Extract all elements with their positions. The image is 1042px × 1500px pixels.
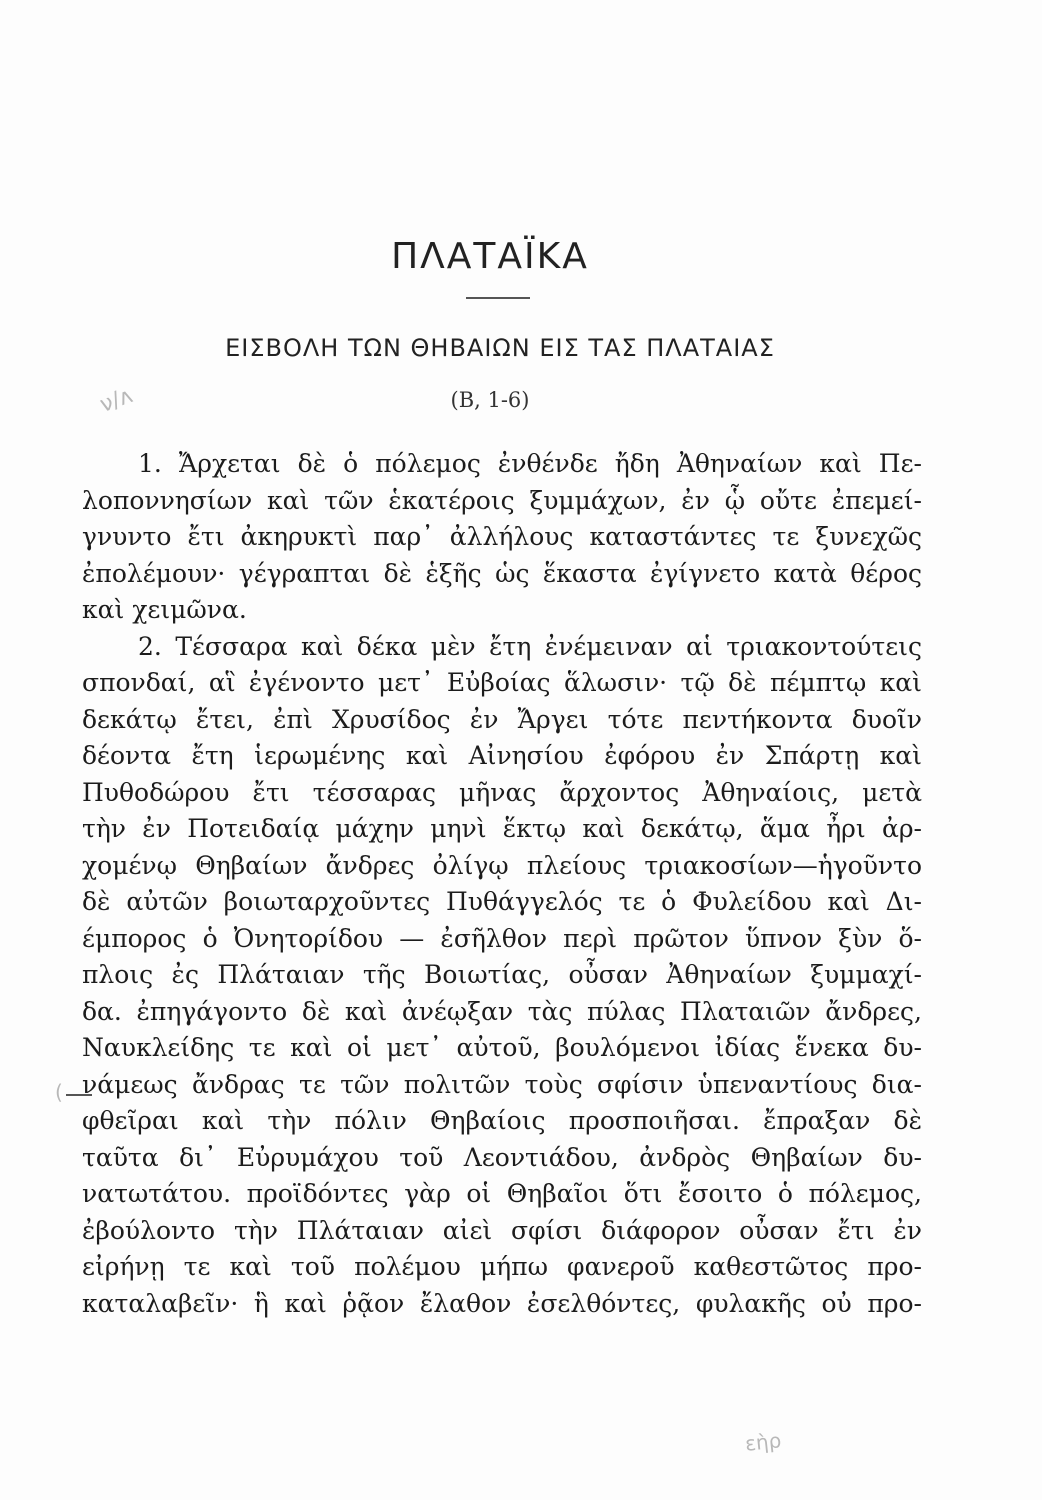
chapter-reference: (Β, 1-6) xyxy=(450,388,530,412)
pencil-annotation-bottom: εὴρ xyxy=(743,1428,783,1456)
title-divider xyxy=(466,297,530,299)
section-heading: ΕΙΣΒΟΛΗ ΤΩΝ ΘΗΒΑΙΩΝ ΕΙΣ ΤΑΣ ΠΛΑΤΑΙΑΣ xyxy=(225,334,775,362)
pencil-annotation-left: ( xyxy=(55,1080,63,1104)
text-line: σπονδαί, αἳ ἐγένοντο μετ᾽ Εὐβοίας ἅλωσιν· τῷ δὲ πέμπτῳ καὶ xyxy=(82,668,922,697)
body-text xyxy=(82,446,922,1322)
text-line: πλοις ἐς Πλάταιαν τῆς Βοιωτίας, οὖσαν Ἀθηναίων ξυμμαχί- xyxy=(82,960,922,989)
text-line: καταλαβεῖν· ἣ καὶ ῥᾷον ἔλαθον ἐσελθόντες, φυλακῆς οὐ προ- xyxy=(82,1288,922,1318)
page-title: ΠΛΑΤΑΪΚΑ xyxy=(391,236,589,277)
text-line: ἐπολέμουν· γέγραπται δὲ ἑξῆς ὡς ἕκαστα ἐγίγνετο κατὰ θέρος xyxy=(82,558,922,588)
text-line: γνυντο ἔτι ἀκηρυκτὶ παρ᾽ ἀλλήλους καταστάντες τε ξυνεχῶς xyxy=(82,522,922,551)
text-line: 1. Ἄρχεται δὲ ὁ πόλεμος ἐνθένδε ἤδη Ἀθηναίων καὶ Πε- xyxy=(138,449,922,478)
text-line: δὲ αὐτῶν βοιωταρχοῦντες Πυθάγγελός τε ὁ Φυλείδου καὶ Δι- xyxy=(82,887,922,916)
text-line: 2. Τέσσαρα καὶ δέκα μὲν ἔτη ἐνέμειναν αἱ τριακοντούτεις xyxy=(138,631,922,661)
text-line: ἐβούλοντο τὴν Πλάταιαν αἰεὶ σφίσι διάφορον οὖσαν ἔτι ἐν xyxy=(82,1215,922,1245)
text-line: Πυθοδώρου ἔτι τέσσαρας μῆνας ἄρχοντος Ἀθηναίοις, μετὰ xyxy=(82,777,922,807)
text-line: φθεῖραι καὶ τὴν πόλιν Θηβαίοις προσποιῆσαι. ἔπραξαν δὲ xyxy=(82,1106,922,1135)
pencil-annotation-top: ν/ʌ xyxy=(96,383,137,418)
text-line: έμπορος ὁ Ὀνητορίδου — ἐσῆλθον περὶ πρῶτον ὕπνον ξὺν ὅ- xyxy=(82,923,922,953)
text-line: τὴν ἐν Ποτειδαίᾳ μάχην μηνὶ ἕκτῳ καὶ δεκάτῳ, ἅμα ἦρι ἀρ- xyxy=(82,814,922,843)
text-line: χομένῳ Θηβαίων ἄνδρες ὀλίγῳ πλείους τριακοσίων—ἡγοῦντο xyxy=(82,850,922,880)
text-line: δα. ἐπηγάγοντο δὲ καὶ ἀνέῳξαν τὰς πύλας Πλαταιῶν ἄνδρες, xyxy=(82,996,922,1026)
text-line: δέοντα ἔτη ἱερωμένης καὶ Αἰνησίου ἐφόρου ἐν Σπάρτῃ καὶ xyxy=(82,741,922,770)
text-line: Ναυκλείδης τε καὶ οἱ μετ᾽ αὐτοῦ, βουλόμενοι ἰδίας ἕνεκα δυ- xyxy=(82,1033,922,1062)
text-line: εἰρήνῃ τε καὶ τοῦ πολέμου μήπω φανεροῦ καθεστῶτος προ- xyxy=(82,1252,922,1281)
text-line: δεκάτῳ ἔτει, ἐπὶ Χρυσίδος ἐν Ἄργει τότε πεντήκοντα δυοῖν xyxy=(82,704,922,734)
text-line: λοποννησίων καὶ τῶν ἑκατέροις ξυμμάχων, ἐν ᾧ οὔτε ἐπεμεί- xyxy=(82,485,922,515)
text-line: νατωτάτου. προϊδόντες γὰρ οἱ Θηβαῖοι ὅτι ἔσοιτο ὁ πόλεμος, xyxy=(82,1179,922,1208)
text-line: καὶ χειμῶνα. xyxy=(82,595,247,624)
text-line: νάμεως ἄνδρας τε τῶν πολιτῶν τοὺς σφίσιν ὑπεναντίους δια- xyxy=(82,1069,922,1099)
text-line: ταῦτα δι᾽ Εὐρυμάχου τοῦ Λεοντιάδου, ἀνδρὸς Θηβαίων δυ- xyxy=(82,1142,922,1172)
